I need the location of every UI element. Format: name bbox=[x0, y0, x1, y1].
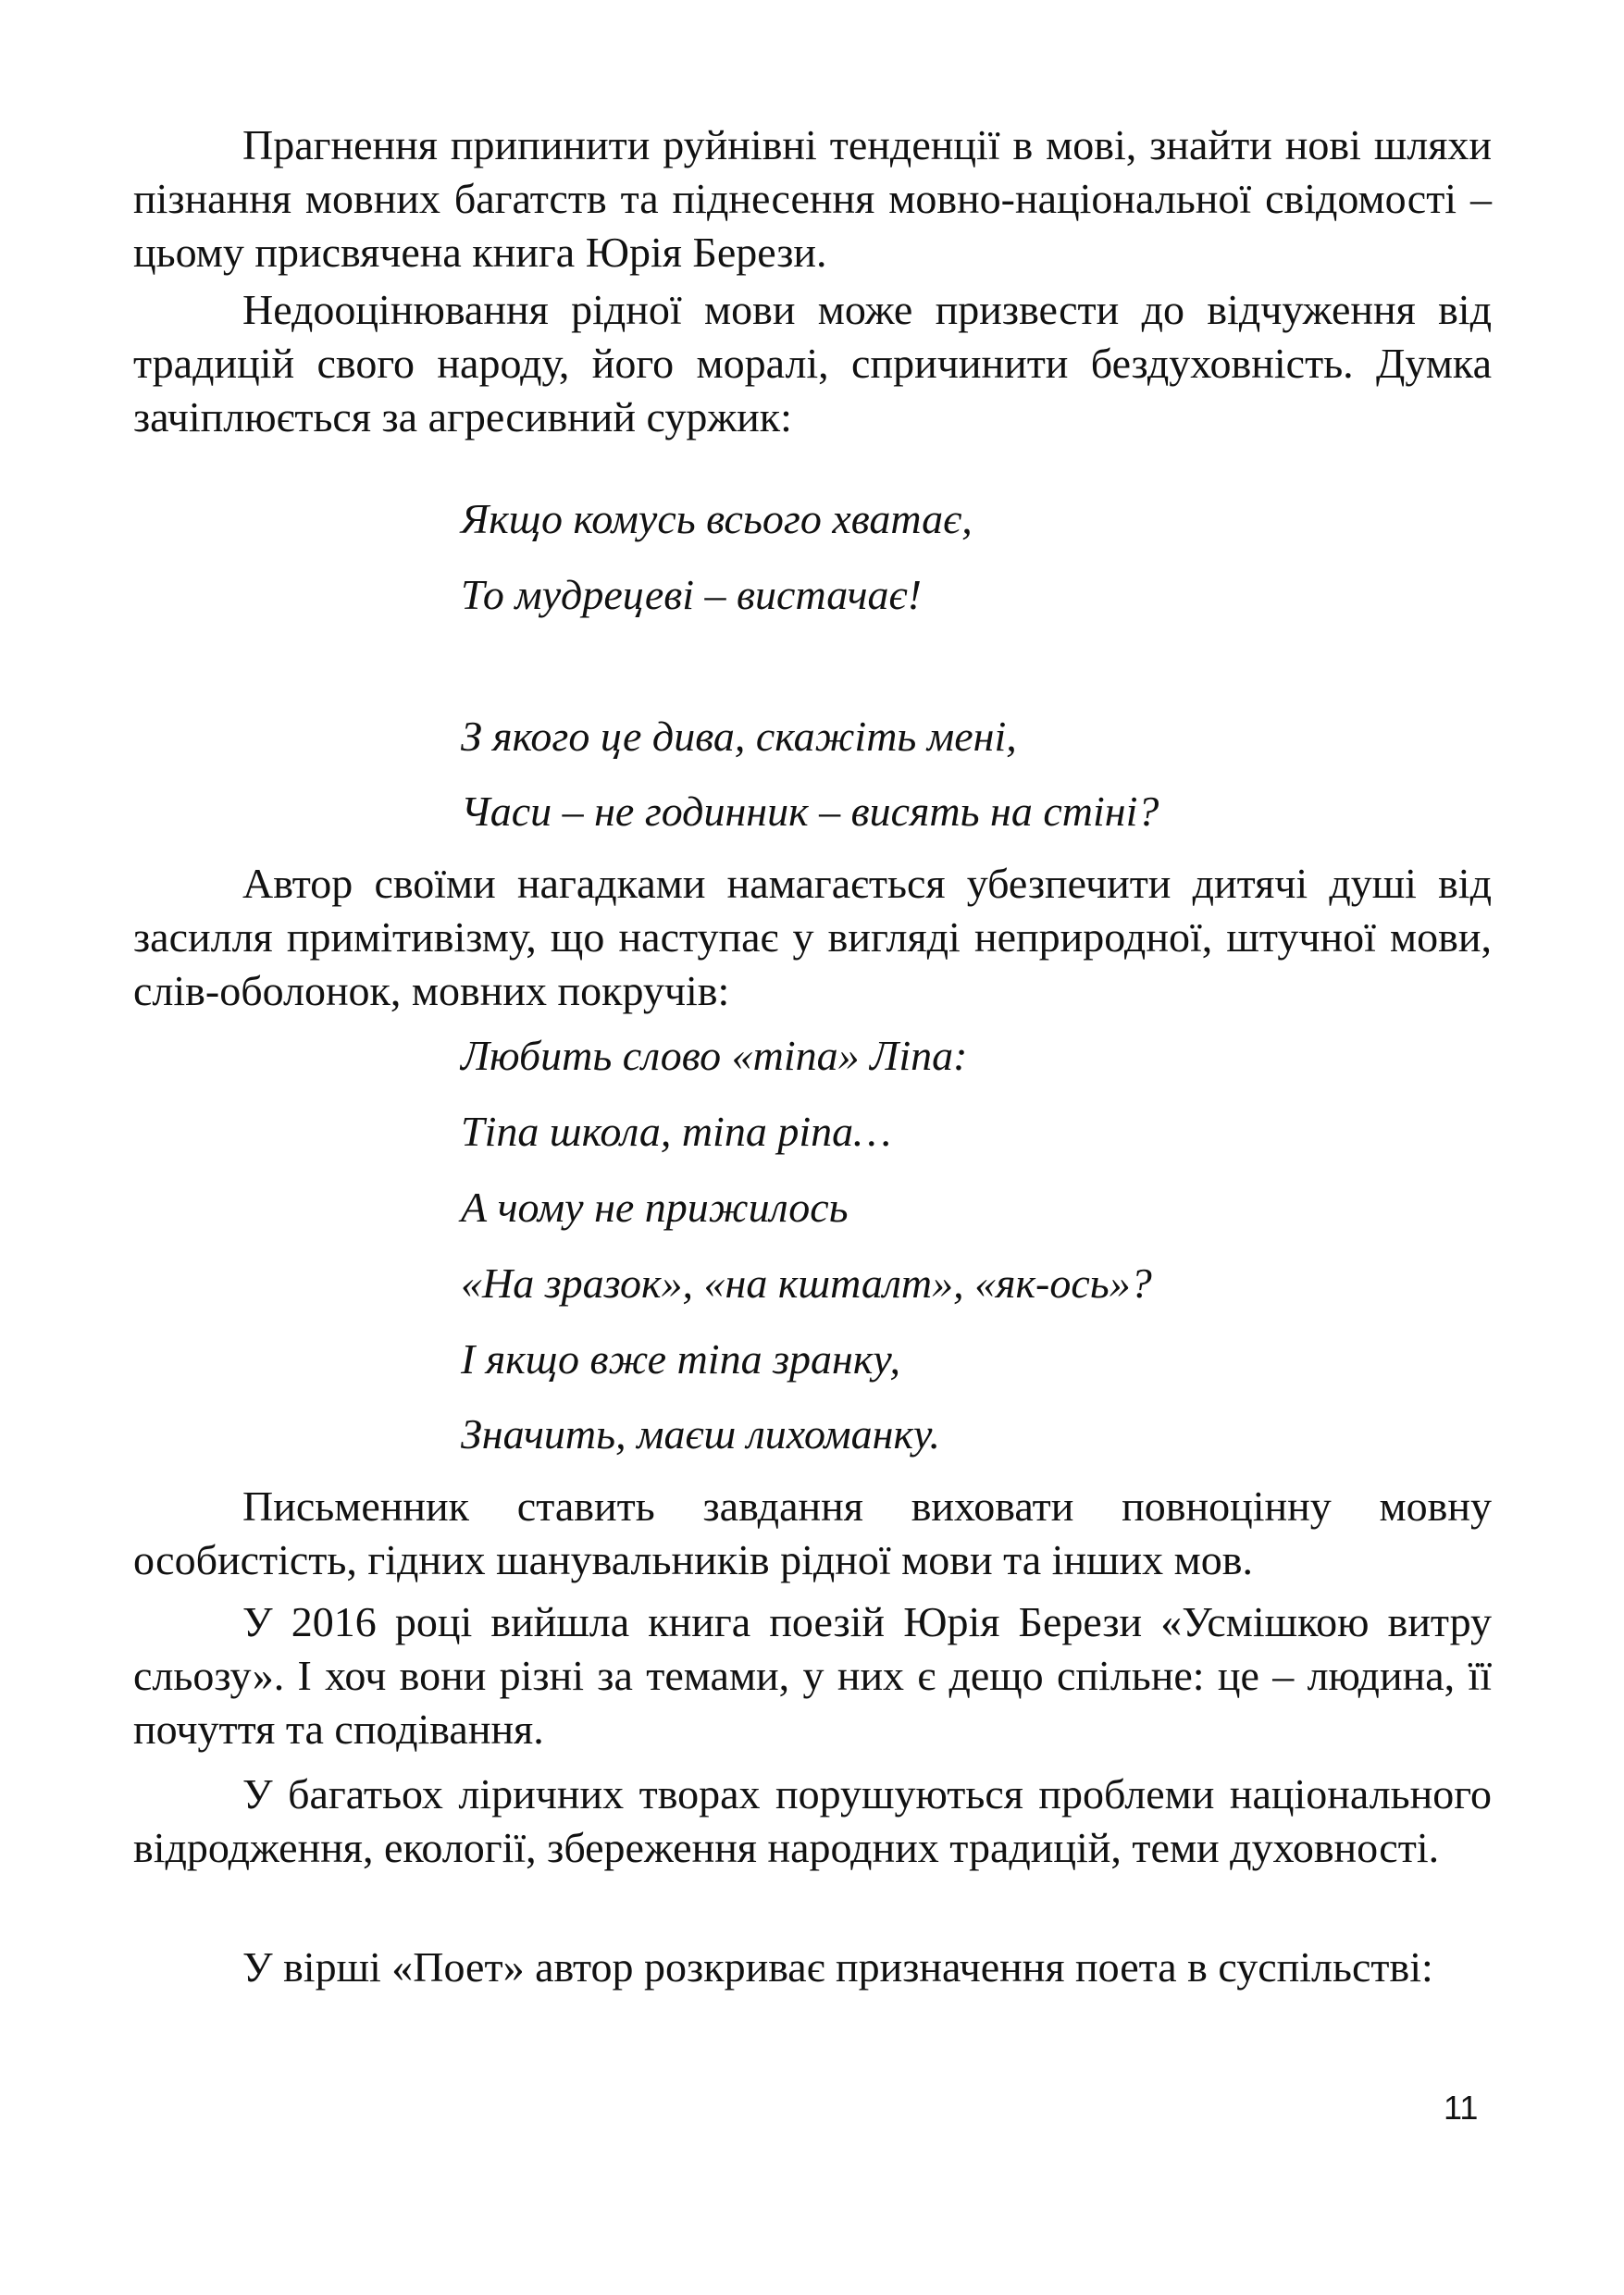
verse-line: То мудрецеві – вистачає! bbox=[461, 571, 922, 618]
verse-line: Часи – не годинник – висять на стіні? bbox=[461, 788, 1159, 835]
paragraph-4: Письменник ставить завдання виховати повноцінну мовну особистість, гідних шанувальників рідної мови та інших мов. bbox=[133, 1482, 1492, 1583]
verse-line: Любить слово «тіпа» Ліпа: bbox=[461, 1032, 968, 1079]
paragraph-2: Недооцінювання рідної мови може призвести до відчуження від традицій свого народу, його моралі, спричинити бездуховність. Думка зачіплюється за агресивний суржик: bbox=[133, 286, 1492, 440]
verse-line: Тіпа школа, тіпа ріпа… bbox=[461, 1108, 892, 1155]
page-number: 11 bbox=[1444, 2089, 1479, 2127]
verse-line: І якщо вже тіпа зранку, bbox=[461, 1335, 900, 1383]
paragraph-5: У 2016 році вийшла книга поезій Юрія Берези «Усмішкою витру сльозу». І хоч вони різні за темами, у них є дещо спільне: це – людина, її почуття та сподівання. bbox=[133, 1598, 1492, 1753]
paragraph-1: Прагнення припинити руйнівні тенденції в мові, знайти нові шляхи пізнання мовних багатств та піднесення мовно-національної свідомості – цьому присвячена книга Юрія Берези. bbox=[133, 121, 1492, 276]
verse-line: З якого це дива, скажіть мені, bbox=[461, 713, 1017, 760]
paragraph-6: У багатьох ліричних творах порушуються проблеми національного відродження, екології, збереження народних традицій, теми духовності. bbox=[133, 1770, 1492, 1871]
paragraph-7: У вірші «Поет» автор розкриває призначення поета в суспільстві: bbox=[242, 1943, 1433, 1991]
verse-line: «На зразок», «на кшталт», «як-ось»? bbox=[461, 1259, 1152, 1307]
verse-line: Якщо комусь всього хватає, bbox=[461, 495, 973, 542]
verse-line: Значить, маєш лихоманку. bbox=[461, 1410, 941, 1458]
verse-line: А чому не прижилось bbox=[461, 1184, 849, 1231]
paragraph-3: Автор своїми нагадками намагається убезпечити дитячі душі від засилля примітивізму, що наступає у вигляді неприродної, штучної мови, слів-оболонок, мовних покручів: bbox=[133, 860, 1492, 1014]
